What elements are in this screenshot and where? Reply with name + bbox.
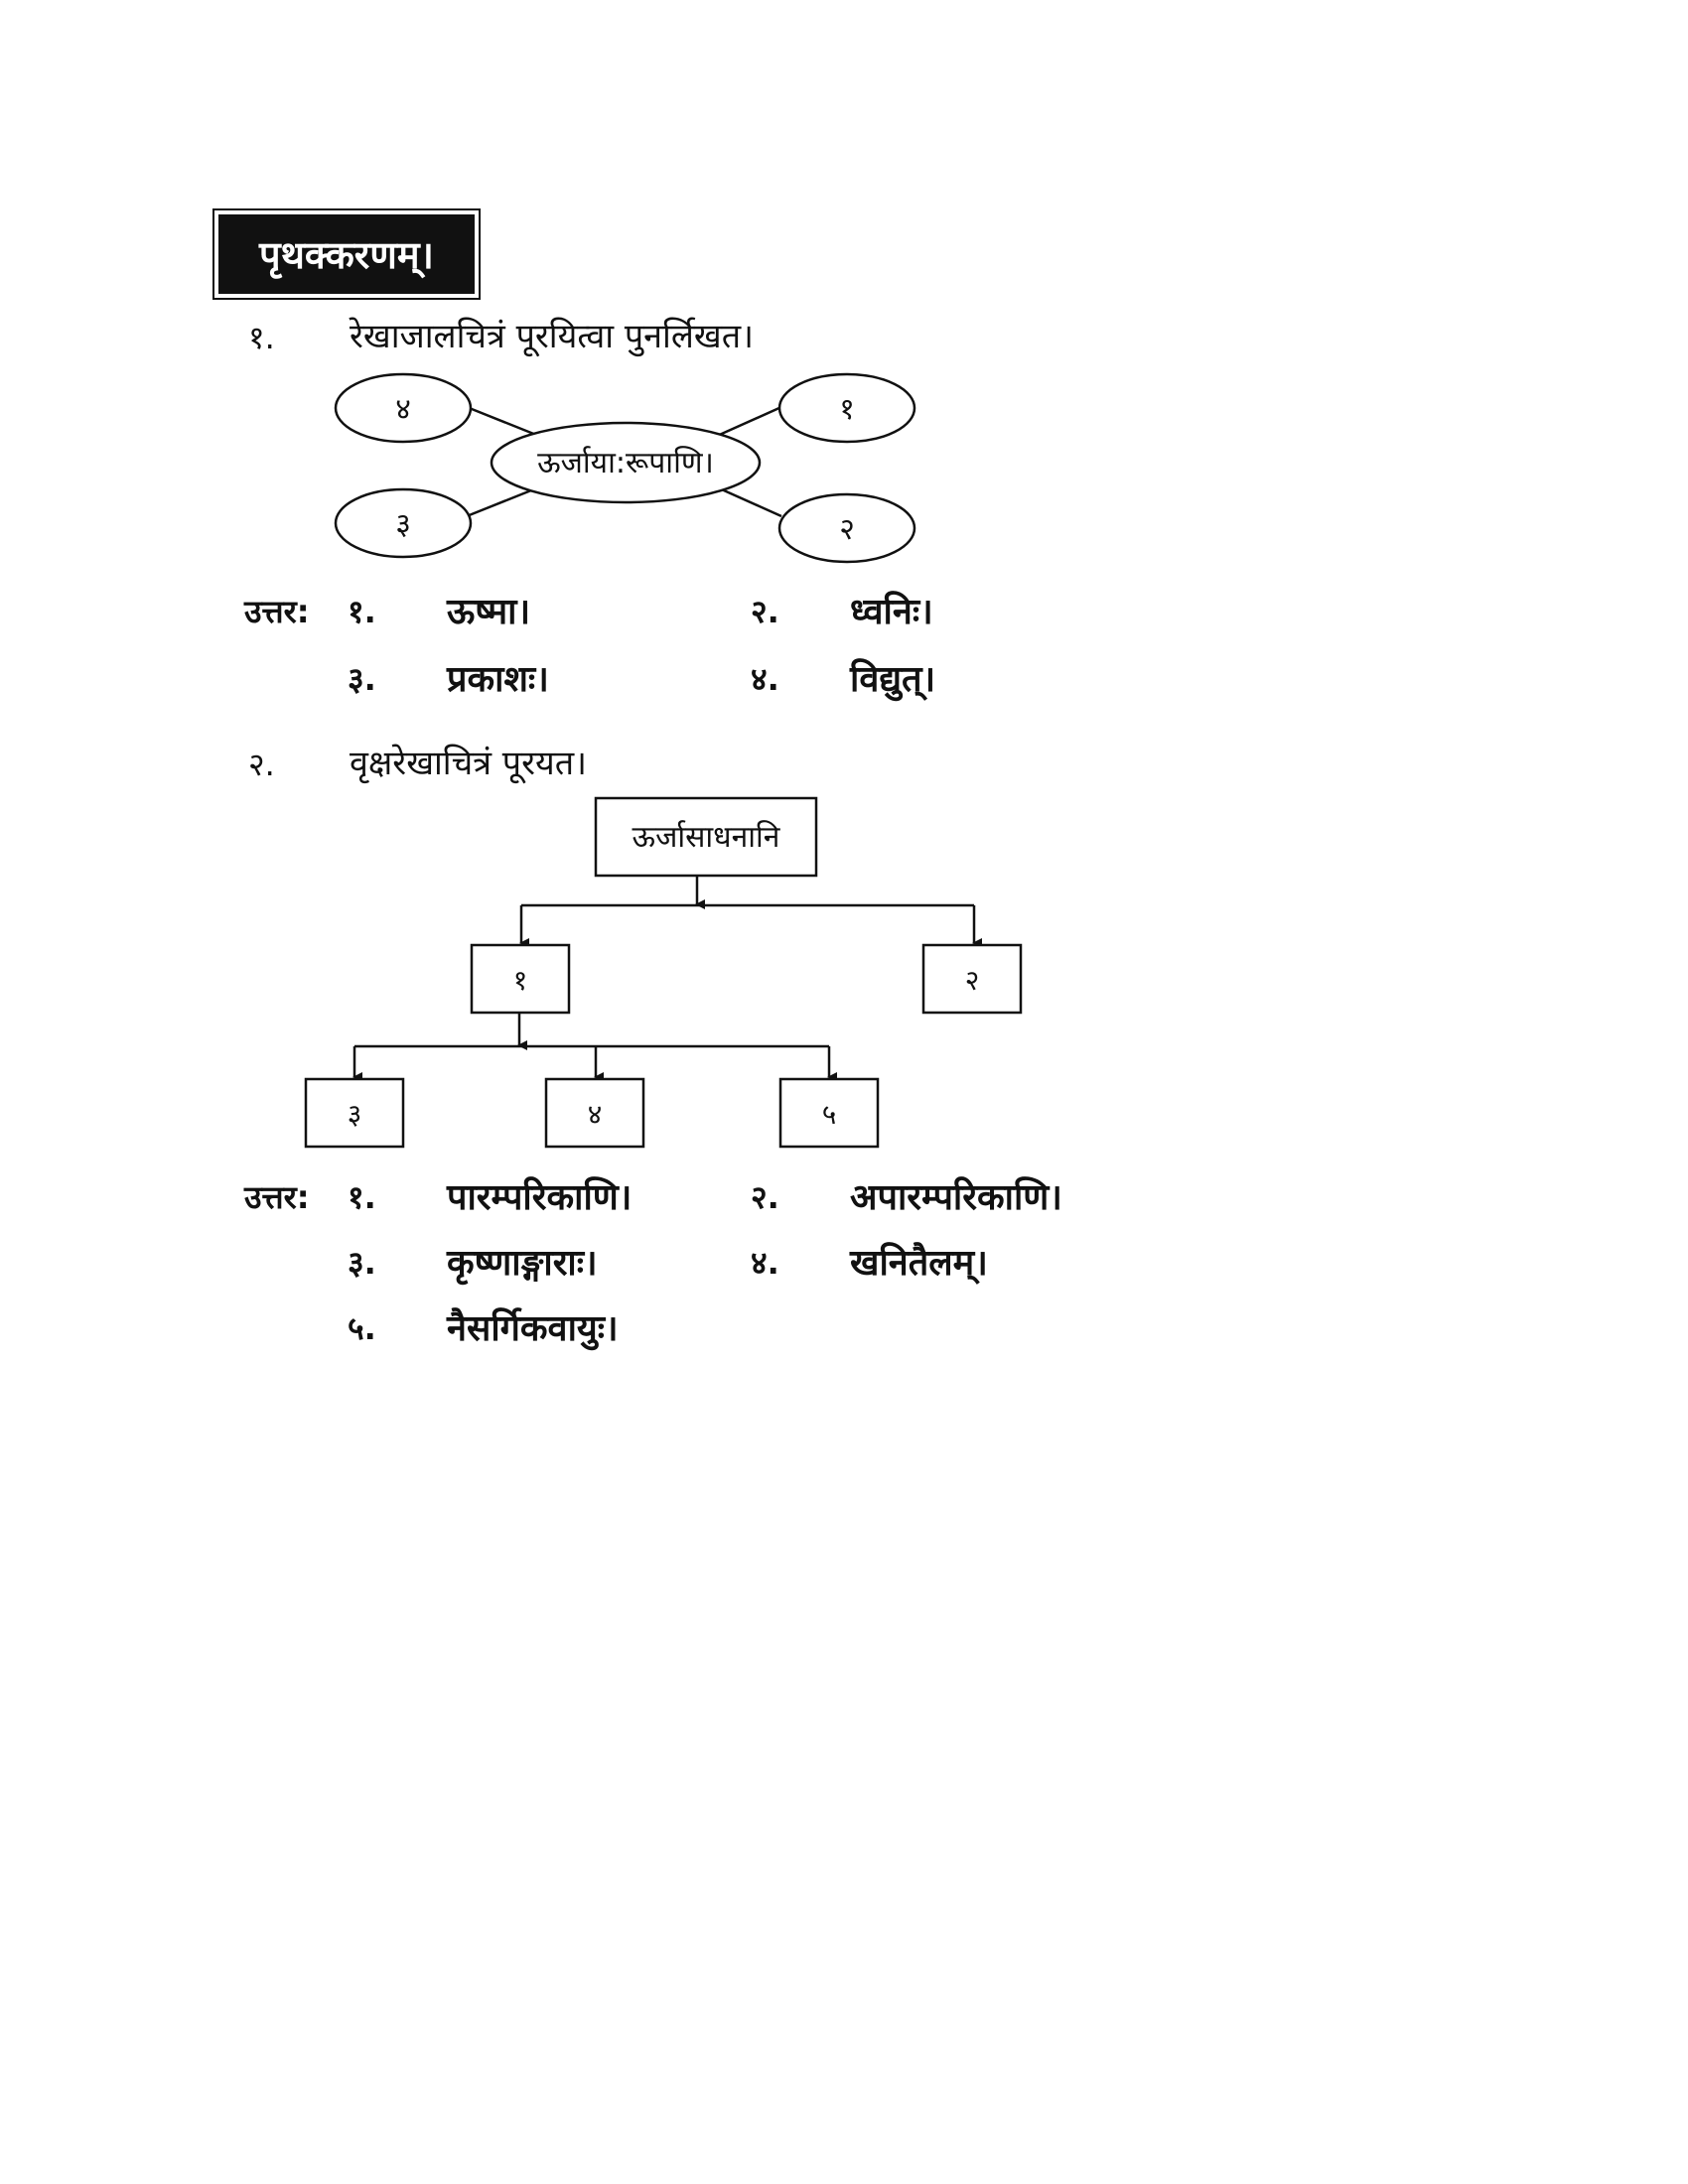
answer-text: ऊष्मा। — [447, 592, 531, 632]
answer-number: ४. — [751, 1244, 779, 1282]
question-2-instruction: वृक्षरेखाचित्रं पूरयत। — [350, 744, 587, 783]
answer-label: उत्तर: — [244, 1178, 310, 1216]
question-1-number: १. — [248, 319, 275, 356]
answer-number: ५. — [348, 1309, 376, 1347]
web-node-label: १ — [839, 392, 855, 427]
tree-root-label: ऊर्जासाधनानि — [632, 820, 780, 855]
answer-number: १. — [348, 593, 376, 630]
question-2-number: २. — [248, 746, 275, 783]
tree-level1-label: २ — [964, 964, 980, 997]
question-1-instruction: रेखाजालचित्रं पूरयित्वा पुनर्लिखत। — [350, 317, 754, 356]
answer-number: २. — [751, 1178, 779, 1216]
web-connector — [715, 486, 781, 516]
tree-level1-label: १ — [512, 964, 528, 997]
answer-number: ३. — [348, 1244, 376, 1282]
web-connector — [715, 407, 781, 437]
web-node-label: ४ — [395, 392, 411, 427]
tree-level2-label: ४ — [587, 1098, 603, 1131]
web-diagram — [318, 357, 933, 576]
answer-number: ३. — [348, 660, 376, 698]
answer-text: खनितैलम्। — [850, 1243, 988, 1284]
web-center-label: ऊर्जाया:रूपाणि। — [537, 446, 714, 480]
web-node-label: ३ — [395, 507, 411, 542]
answer-text: कृष्णाङ्गाराः। — [447, 1243, 598, 1284]
answer-text: प्रकाशः। — [447, 659, 549, 700]
answer-number: २. — [751, 593, 779, 630]
answer-text: अपारम्परिकाणि। — [850, 1177, 1062, 1218]
answer-text: विद्युत्। — [850, 659, 936, 700]
tree-level2-label: ५ — [821, 1098, 837, 1131]
answer-text: ध्वनिः। — [850, 592, 933, 632]
section-heading-text: पृथक्करणम्। — [259, 233, 434, 277]
section-heading — [218, 214, 475, 294]
answer-number: ४. — [751, 660, 779, 698]
web-node-label: २ — [839, 512, 855, 547]
answer-text: नैसर्गिकवायुः। — [447, 1308, 619, 1349]
answer-text: पारम्परिकाणि। — [447, 1177, 633, 1218]
answer-label: उत्तर: — [244, 593, 310, 630]
web-connector — [467, 407, 541, 437]
answer-number: १. — [348, 1178, 376, 1216]
tree-diagram — [288, 789, 1062, 1166]
tree-level2-label: ३ — [347, 1098, 362, 1131]
